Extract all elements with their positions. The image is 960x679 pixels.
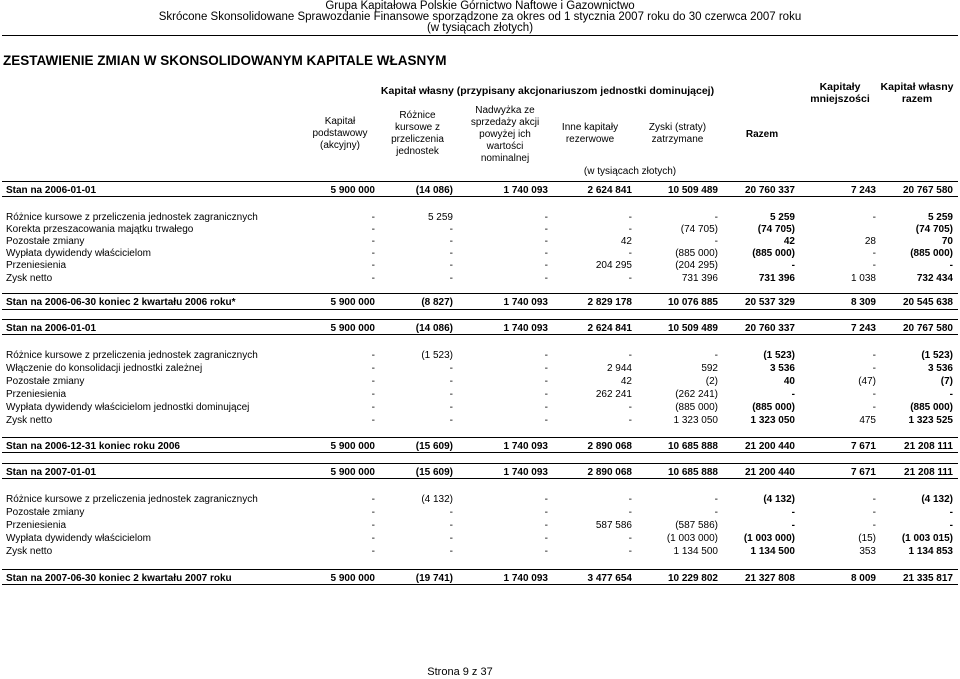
cell-col-7: (47) (858, 376, 876, 387)
group-header: Kapitał własny (przypisany akcjonariuszom jednostki dominującej) (380, 85, 715, 97)
cell-col-4: 2 624 841 (587, 323, 632, 334)
cell-col-6: 1 134 500 (750, 546, 795, 557)
cell-col-7: 8 309 (850, 297, 876, 308)
cell-col-5: - (714, 507, 718, 518)
cell-col-3: 1 740 093 (503, 185, 548, 196)
cell-col-1: - (371, 224, 375, 235)
col-header-7: Kapitały mniejszości (810, 81, 870, 105)
cell-col-4: - (628, 533, 632, 544)
cell-col-5: 10 509 489 (667, 323, 718, 334)
cell-col-4: 3 477 654 (587, 573, 632, 584)
cell-col-6: (74 705) (757, 224, 795, 235)
cell-col-2: 5 259 (427, 212, 453, 223)
cell-col-3: - (544, 273, 548, 284)
cell-col-8: (74 705) (915, 224, 953, 235)
cell-col-1: - (371, 520, 375, 531)
cell-col-7: - (872, 248, 876, 259)
cell-col-8: (885 000) (910, 248, 953, 259)
row-label: Stan na 2006-01-01 (6, 323, 97, 334)
cell-col-7: - (872, 389, 876, 400)
cell-col-5: 10 509 489 (667, 185, 718, 196)
cell-col-4: 2 890 068 (587, 441, 632, 452)
cell-col-3: - (544, 363, 548, 374)
cell-col-3: - (544, 494, 548, 505)
cell-col-5: 1 134 500 (673, 546, 718, 557)
cell-col-7: - (872, 363, 876, 374)
header-divider (2, 35, 958, 36)
cell-col-3: - (544, 224, 548, 235)
cell-col-3: - (544, 402, 548, 413)
cell-col-2: - (449, 389, 453, 400)
cell-col-8: 20 767 580 (902, 185, 953, 196)
cell-col-5: (885 000) (675, 402, 718, 413)
cell-col-7: - (872, 260, 876, 271)
cell-col-8: 5 259 (927, 212, 953, 223)
cell-col-1: 5 900 000 (330, 185, 375, 196)
cell-col-3: 1 740 093 (503, 573, 548, 584)
cell-col-8: (1 523) (921, 350, 953, 361)
row-label: Stan na 2007-01-01 (6, 467, 97, 478)
cell-col-5: (2) (705, 376, 718, 387)
cell-col-5: - (714, 350, 718, 361)
row-label: Przeniesienia (6, 520, 67, 531)
cell-col-2: (15 609) (415, 467, 453, 478)
cell-col-8: - (949, 507, 953, 518)
cell-col-7: 8 009 (850, 573, 876, 584)
row-label: Stan na 2006-01-01 (6, 185, 97, 196)
col-header-8: Kapitał własny razem (880, 81, 954, 105)
cell-col-4: - (628, 415, 632, 426)
cell-col-1: 5 900 000 (330, 297, 375, 308)
row-label: Zysk netto (6, 415, 53, 426)
cell-col-6: (1 003 000) (743, 533, 795, 544)
cell-col-4: 42 (620, 376, 632, 387)
cell-col-7: 7 671 (850, 441, 876, 452)
table-row (0, 212, 960, 224)
cell-col-1: - (371, 350, 375, 361)
cell-col-3: - (544, 260, 548, 271)
cell-col-3: - (544, 212, 548, 223)
cell-col-1: 5 900 000 (330, 467, 375, 478)
cell-col-1: 5 900 000 (330, 573, 375, 584)
cell-col-2: (14 086) (415, 323, 453, 334)
balance-row (0, 573, 960, 585)
cell-col-3: - (544, 507, 548, 518)
cell-col-1: - (371, 389, 375, 400)
table-units-label: (w tysiącach złotych) (583, 166, 677, 177)
cell-col-8: (885 000) (910, 402, 953, 413)
cell-col-2: - (449, 273, 453, 284)
cell-col-4: - (628, 402, 632, 413)
cell-col-8: 70 (941, 236, 953, 247)
cell-col-5: 731 396 (681, 273, 718, 284)
cell-col-3: - (544, 248, 548, 259)
cell-col-5: (74 705) (680, 224, 718, 235)
row-label: Wypłata dywidendy właścicielom (6, 248, 151, 259)
table-row (0, 389, 960, 401)
cell-col-5: (1 003 000) (666, 533, 718, 544)
cell-col-2: (8 827) (421, 297, 453, 308)
cell-col-3: - (544, 415, 548, 426)
cell-col-4: 42 (620, 236, 632, 247)
cell-col-5: - (714, 494, 718, 505)
cell-col-5: (587 586) (675, 520, 718, 531)
cell-col-1: - (371, 402, 375, 413)
cell-col-2: - (449, 236, 453, 247)
cell-col-8: (1 003 015) (901, 533, 953, 544)
cell-col-2: - (449, 533, 453, 544)
cell-col-2: (19 741) (415, 573, 453, 584)
cell-col-4: 2 829 178 (587, 297, 632, 308)
row-label: Różnice kursowe z przeliczenia jednostek zagranicznych (6, 494, 258, 505)
cell-col-7: 28 (864, 236, 876, 247)
table-row (0, 236, 960, 248)
cell-col-3: - (544, 350, 548, 361)
cell-col-6: - (791, 389, 795, 400)
table-row (0, 224, 960, 236)
cell-col-4: - (628, 546, 632, 557)
cell-col-2: (4 132) (421, 494, 453, 505)
cell-col-2: - (449, 363, 453, 374)
page-title: ZESTAWIENIE ZMIAN W SKONSOLIDOWANYM KAPITALE WŁASNYM (3, 53, 447, 68)
cell-col-1: - (371, 248, 375, 259)
cell-col-5: 1 323 050 (673, 415, 718, 426)
cell-col-8: 20 767 580 (902, 323, 953, 334)
cell-col-1: - (371, 533, 375, 544)
row-label: Wypłata dywidendy właścicielom (6, 533, 151, 544)
cell-col-5: 10 076 885 (667, 297, 718, 308)
cell-col-3: - (544, 236, 548, 247)
table-row (0, 260, 960, 272)
cell-col-8: 3 536 (927, 363, 953, 374)
table-rule (2, 569, 958, 570)
table-row (0, 363, 960, 375)
cell-col-4: - (628, 507, 632, 518)
cell-col-4: 587 586 (595, 520, 632, 531)
cell-col-8: 21 335 817 (902, 573, 953, 584)
cell-col-5: 592 (701, 363, 718, 374)
table-row (0, 248, 960, 260)
cell-col-7: 7 243 (850, 323, 876, 334)
cell-col-6: 1 323 050 (750, 415, 795, 426)
table-rule (2, 319, 958, 320)
cell-col-6: 731 396 (758, 273, 795, 284)
cell-col-6: 40 (783, 376, 795, 387)
row-label: Zysk netto (6, 546, 53, 557)
cell-col-7: - (872, 507, 876, 518)
row-label: Różnice kursowe z przeliczenia jednostek zagranicznych (6, 350, 258, 361)
cell-col-8: - (949, 520, 953, 531)
cell-col-1: - (371, 363, 375, 374)
cell-col-7: - (872, 350, 876, 361)
table-row (0, 376, 960, 388)
row-label: Korekta przeszacowania majątku trwałego (6, 224, 194, 235)
table-row (0, 402, 960, 414)
cell-col-6: 21 327 808 (744, 573, 795, 584)
page-number: Strona 9 z 37 (427, 666, 493, 678)
cell-col-7: 7 243 (850, 185, 876, 196)
cell-col-6: - (791, 507, 795, 518)
cell-col-7: 353 (859, 546, 876, 557)
table-row (0, 520, 960, 532)
row-label: Wypłata dywidendy właścicielom jednostki dominującej (6, 402, 250, 413)
cell-col-8: 21 208 111 (904, 441, 953, 452)
cell-col-1: - (371, 376, 375, 387)
cell-col-3: - (544, 546, 548, 557)
cell-col-7: - (872, 494, 876, 505)
col-header-2: Różnice kursowe z przeliczenia jednostek (391, 110, 444, 157)
cell-col-1: - (371, 212, 375, 223)
cell-col-6: 21 200 440 (744, 467, 795, 478)
cell-col-2: - (449, 224, 453, 235)
cell-col-1: - (371, 236, 375, 247)
table-rule (2, 181, 958, 182)
cell-col-6: - (791, 260, 795, 271)
col-header-1: Kapitał podstawowy (akcyjny) (312, 116, 368, 151)
table-rule (2, 463, 958, 464)
cell-col-1: - (371, 273, 375, 284)
table-row (0, 350, 960, 362)
cell-col-7: - (872, 212, 876, 223)
cell-col-8: 1 134 853 (908, 546, 953, 557)
cell-col-7: - (872, 520, 876, 531)
cell-col-1: - (371, 494, 375, 505)
table-row (0, 533, 960, 545)
table-row (0, 507, 960, 519)
cell-col-1: 5 900 000 (330, 441, 375, 452)
cell-col-3: - (544, 389, 548, 400)
cell-col-6: 20 537 329 (744, 297, 795, 308)
report-units: (w tysiącach złotych) (426, 22, 534, 34)
cell-col-3: 1 740 093 (503, 467, 548, 478)
balance-row (0, 441, 960, 453)
cell-col-5: - (714, 236, 718, 247)
cell-col-3: 1 740 093 (503, 323, 548, 334)
cell-col-1: - (371, 507, 375, 518)
cell-col-7: 7 671 (850, 467, 876, 478)
cell-col-2: (15 609) (415, 441, 453, 452)
cell-col-5: - (714, 212, 718, 223)
cell-col-4: - (628, 248, 632, 259)
cell-col-6: 20 760 337 (744, 185, 795, 196)
cell-col-1: - (371, 260, 375, 271)
cell-col-6: (885 000) (752, 402, 795, 413)
col-header-4: Inne kapitały rezerwowe (561, 122, 619, 145)
cell-col-6: 3 536 (769, 363, 795, 374)
balance-row (0, 297, 960, 309)
cell-col-5: (885 000) (675, 248, 718, 259)
cell-col-8: (4 132) (921, 494, 953, 505)
cell-col-5: 10 685 888 (667, 467, 718, 478)
cell-col-4: - (628, 494, 632, 505)
table-row (0, 546, 960, 558)
row-label: Przeniesienia (6, 389, 67, 400)
balance-row (0, 467, 960, 479)
cell-col-4: 204 295 (595, 260, 632, 271)
cell-col-4: - (628, 273, 632, 284)
table-rule (2, 437, 958, 438)
cell-col-4: - (628, 224, 632, 235)
cell-col-3: 1 740 093 (503, 441, 548, 452)
table-rule (2, 293, 958, 294)
cell-col-2: - (449, 402, 453, 413)
cell-col-1: - (371, 546, 375, 557)
col-header-6: Razem (745, 129, 779, 140)
cell-col-5: 10 685 888 (667, 441, 718, 452)
table-rule (2, 309, 958, 310)
cell-col-3: - (544, 376, 548, 387)
row-label: Stan na 2006-12-31 koniec roku 2006 (6, 441, 180, 452)
cell-col-2: (14 086) (415, 185, 453, 196)
cell-col-3: - (544, 533, 548, 544)
cell-col-4: - (628, 212, 632, 223)
cell-col-1: 5 900 000 (330, 323, 375, 334)
cell-col-7: - (872, 402, 876, 413)
cell-col-5: (204 295) (675, 260, 718, 271)
row-label: Stan na 2007-06-30 koniec 2 kwartału 2007 roku (6, 573, 232, 584)
cell-col-4: 2 624 841 (587, 185, 632, 196)
cell-col-2: - (449, 415, 453, 426)
cell-col-8: 1 323 525 (908, 415, 953, 426)
cell-col-5: 10 229 802 (667, 573, 718, 584)
table-row (0, 415, 960, 427)
cell-col-7: (15) (858, 533, 876, 544)
cell-col-8: 20 545 638 (902, 297, 953, 308)
cell-col-7: 475 (859, 415, 876, 426)
cell-col-2: - (449, 507, 453, 518)
row-label: Pozostałe zmiany (6, 236, 85, 247)
report-subtitle: Skrócone Skonsolidowane Sprawozdanie Finansowe sporządzone za okres od 1 stycznia 2007 roku do 30 czerwca 2007 roku (158, 11, 802, 23)
cell-col-4: 2 944 (606, 363, 632, 374)
cell-col-2: (1 523) (421, 350, 453, 361)
cell-col-4: - (628, 350, 632, 361)
cell-col-6: 5 259 (769, 212, 795, 223)
cell-col-1: - (371, 415, 375, 426)
row-label: Różnice kursowe z przeliczenia jednostek zagranicznych (6, 212, 258, 223)
row-label: Pozostałe zmiany (6, 507, 85, 518)
row-label: Stan na 2006-06-30 koniec 2 kwartału 2006 roku* (6, 297, 236, 308)
row-label: Pozostałe zmiany (6, 376, 85, 387)
cell-col-8: - (949, 389, 953, 400)
cell-col-5: (262 241) (675, 389, 718, 400)
balance-row (0, 185, 960, 197)
cell-col-8: - (949, 260, 953, 271)
cell-col-2: - (449, 260, 453, 271)
row-label: Zysk netto (6, 273, 53, 284)
cell-col-4: 2 890 068 (587, 467, 632, 478)
balance-row (0, 323, 960, 335)
cell-col-6: (1 523) (763, 350, 795, 361)
report-group-name: Grupa Kapitałowa Polskie Górnictwo Naftowe i Gazownictwo (325, 0, 635, 12)
cell-col-4: 262 241 (595, 389, 632, 400)
cell-col-8: 732 434 (916, 273, 953, 284)
cell-col-6: 42 (783, 236, 795, 247)
cell-col-2: - (449, 376, 453, 387)
cell-col-8: (7) (940, 376, 953, 387)
cell-col-7: 1 038 (850, 273, 876, 284)
col-header-3: Nadwyżka ze sprzedaży akcji powyżej ich wartości nominalnej (470, 105, 540, 164)
cell-col-6: 20 760 337 (744, 323, 795, 334)
row-label: Włączenie do konsolidacji jednostki zależnej (6, 363, 203, 374)
cell-col-6: - (791, 520, 795, 531)
cell-col-2: - (449, 546, 453, 557)
cell-col-2: - (449, 520, 453, 531)
cell-col-6: (4 132) (763, 494, 795, 505)
table-row (0, 494, 960, 506)
table-row (0, 273, 960, 285)
col-header-5: Zyski (straty) zatrzymane (648, 122, 707, 145)
cell-col-3: - (544, 520, 548, 531)
cell-col-3: 1 740 093 (503, 297, 548, 308)
cell-col-8: 21 208 111 (904, 467, 953, 478)
cell-col-2: - (449, 248, 453, 259)
cell-col-6: 21 200 440 (744, 441, 795, 452)
cell-col-6: (885 000) (752, 248, 795, 259)
row-label: Przeniesienia (6, 260, 67, 271)
